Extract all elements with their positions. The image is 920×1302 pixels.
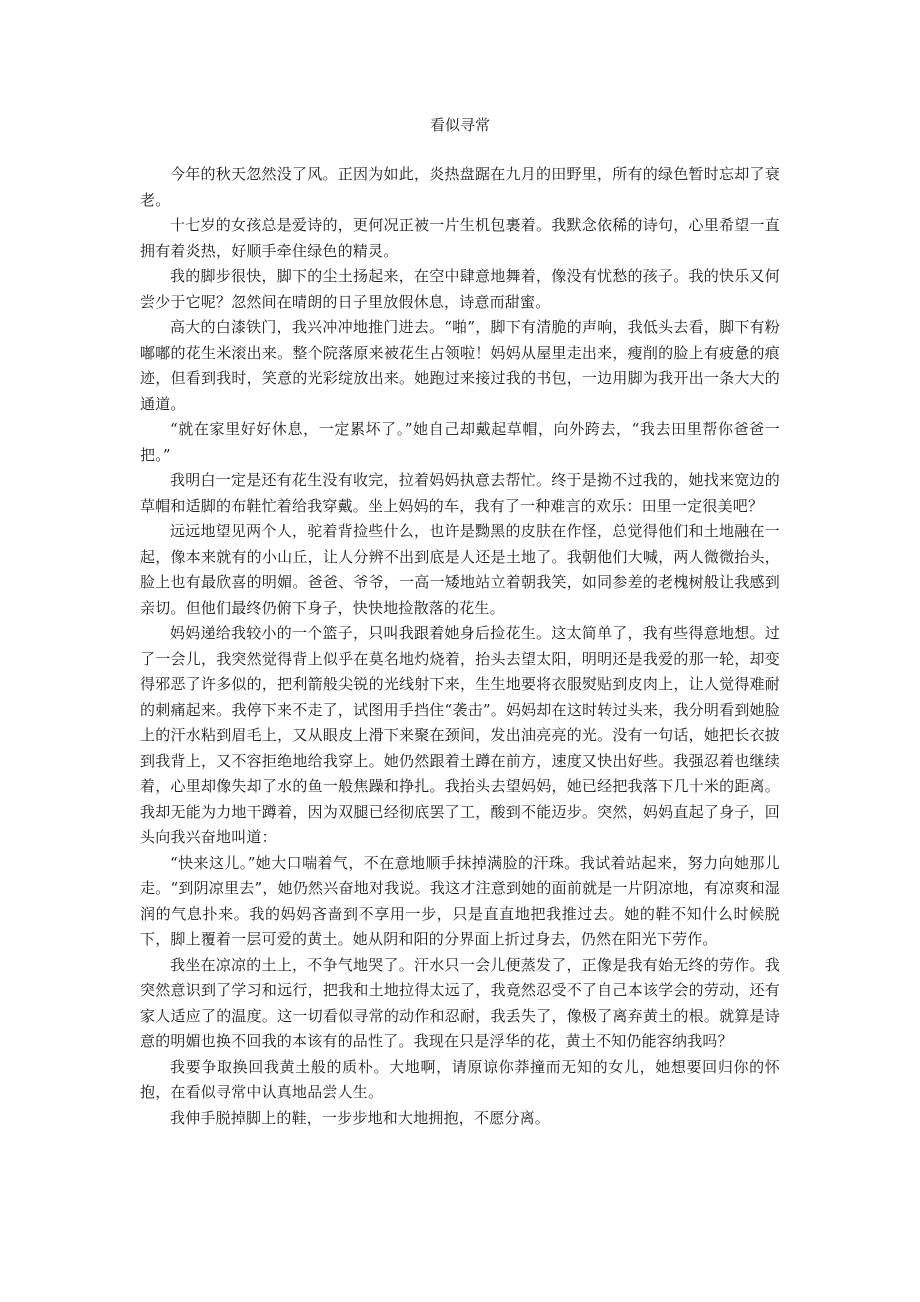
paragraph-2: 十七岁的女孩总是爱诗的，更何况正被一片生机包裹着。我默念依稀的诗句，心里希望一直拥有着炎热，好顺手牵住绿色的精灵。 (140, 216, 780, 260)
paragraph-7: 远远地望见两个人，驼着背捡些什么，也许是黝黑的皮肤在作怪，总觉得他们和土地融在一起，像本来就有的小山丘，让人分辨不出到底是人还是土地了。我朝他们大喊，两人微微抬头，脸上也有最欣喜的明媚。爸爸、爷爷，一高一矮地站立着朝我笑，如同参差的老槐树般让我感到亲切。但他们最终仍俯下身子，快快地捡散落的花生。 (140, 522, 780, 617)
paragraph-11: 我要争取换回我黄土般的质朴。大地啊，请原谅你莽撞而无知的女儿，她想要回归你的怀抱，在看似寻常中认真地品尝人生。 (140, 1057, 780, 1101)
paragraph-4: 高大的白漆铁门，我兴冲冲地推门进去。“啪”，脚下有清脆的声响，我低头去看，脚下有粉嘟嘟的花生米滚出来。整个院落原来被花生占领啦！妈妈从屋里走出来，瘦削的脸上有疲惫的痕迹，但看到我时，笑意的光彩绽放出来。她跑过来接过我的书包，一边用脚为我开出一条大大的通道。 (140, 318, 780, 413)
document-page (140, 112, 780, 1131)
paragraph-3: 我的脚步很快，脚下的尘土扬起来，在空中肆意地舞着，像没有忧愁的孩子。我的快乐又何尝少于它呢？忽然间在晴朗的日子里放假休息，诗意而甜蜜。 (140, 267, 780, 311)
paragraph-1: 今年的秋天忽然没了风。正因为如此，炎热盘踞在九月的田野里，所有的绿色暂时忘却了衰老。 (140, 165, 780, 209)
paragraph-9: “快来这儿。”她大口喘着气，不在意地顺手抹掉满脸的汗珠。我试着站起来，努力向她那儿走。“到阴凉里去”，她仍然兴奋地对我说。我这才注意到她的面前就是一片阴凉地，有凉爽和湿润的气息扑来。我的妈妈吝啬到不享用一步，只是直直地把我推过去。她的鞋不知什么时候脱下，脚上覆着一层可爱的黄土。她从阴和阳的分界面上折过身去，仍然在阳光下劳作。 (140, 853, 780, 948)
document-title: 看似寻常 (429, 116, 490, 134)
paragraph-12: 我伸手脱掉脚上的鞋，一步步地和大地拥抱，不愿分离。 (170, 1108, 551, 1127)
paragraph-5: “就在家里好好休息，一定累坏了。”她自己却戴起草帽，向外跨去，“我去田里帮你爸爸一把。” (140, 420, 780, 464)
paragraph-8: 妈妈递给我较小的一个篮子，只叫我跟着她身后捡花生。这太简单了，我有些得意地想。过了一会儿，我突然觉得背上似乎在莫名地灼烧着，抬头去望太阳，明明还是我爱的那一轮，却变得邪恶了许多似的，把利箭般尖锐的光线射下来，生生地要将衣服熨贴到皮肉上，让人觉得难耐的刺痛起来。我停下来不走了，试图用手挡住“袭击”。妈妈却在这时转过头来，我分明看到她脸上的汗水粘到眉毛上，又从眼皮上滑下来聚在颈间，发出油亮亮的光。没有一句话，她把长衣披到我背上，又不容拒绝地给我穿上。她仍然跟着土蹲在前方，速度又快出好些。我强忍着也继续着，心里却像失却了水的鱼一般焦躁和挣扎。我抬头去望妈妈，她已经把我落下几十米的距离。我却无能为力地干蹲着，因为双腿已经彻底罢了工，酸到不能迈步。突然，妈妈直起了身子，回头向我兴奋地叫道： (140, 624, 780, 846)
paragraph-10: 我坐在凉凉的土上，不争气地哭了。汗水只一会儿便蒸发了，正像是我有始无终的劳作。我突然意识到了学习和远行，把我和土地拉得太远了，我竟然忍受不了自己本该学会的劳动，还有家人适应了的温度。这一切看似寻常的动作和忍耐，我丢失了，像极了离弃黄土的根。就算是诗意的明媚也换不回我的本该有的品性了。我现在只是浮华的花，黄土不知仍能容纳我吗？ (140, 955, 780, 1050)
paragraph-6: 我明白一定是还有花生没有收完，拉着妈妈执意去帮忙。终于是拗不过我的，她找来宽边的草帽和适脚的布鞋忙着给我穿戴。坐上妈妈的车，我有了一种难言的欢乐：田里一定很美吧？ (140, 471, 780, 515)
